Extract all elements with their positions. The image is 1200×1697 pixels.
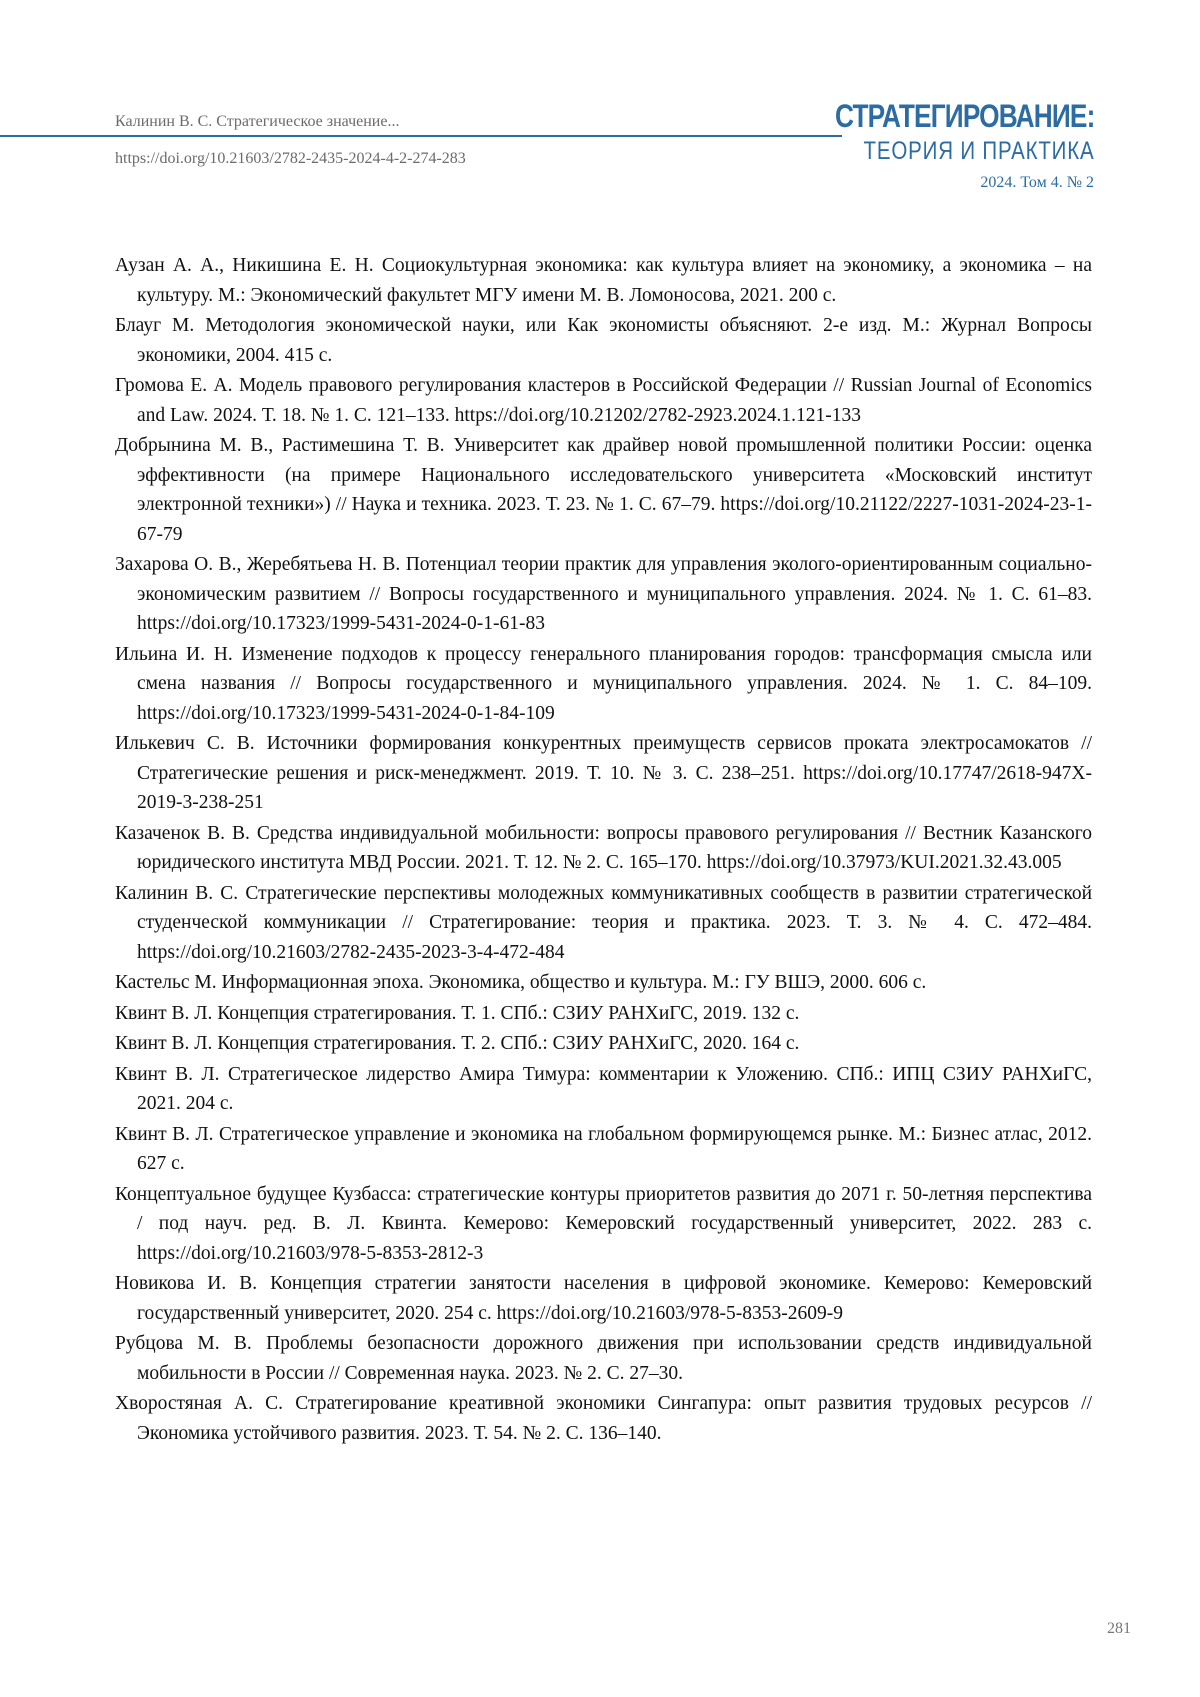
reference-item: Блауг М. Методология экономической науки, или Как экономисты объясняют. 2-е изд. М.: Журнал Вопросы экономики, 2004. 415 с.	[115, 315, 1092, 366]
reference-item: Хворостяная А. С. Стратегирование креативной экономики Сингапура: опыт развития трудовых ресурсов // Экономика устойчивого развития. 2023. Т. 54. № 2. С. 136–140.	[115, 1393, 1092, 1444]
reference-item: Илькевич С. В. Источники формирования конкурентных преимуществ сервисов проката электросамокатов // Стратегические решения и риск-менеджмент. 2019. Т. 10. № 3. С. 238–251. https://doi.org/10.17747/2618-947X-2019-3-238-251	[115, 733, 1092, 813]
reference-list	[115, 251, 1092, 1449]
reference-item: Квинт В. Л. Концепция стратегирования. Т. 1. СПб.: СЗИУ РАНХиГС, 2019. 132 с.	[115, 1002, 800, 1024]
reference-item: Квинт В. Л. Стратегическое управление и экономика на глобальном формирующемся рынке. М.: Бизнес атлас, 2012. 627 с.	[115, 1123, 1092, 1174]
reference-item: Рубцова М. В. Проблемы безопасности дорожного движения при использовании средств индивидуальной мобильности в России // Современная наука. 2023. № 2. С. 27–30.	[115, 1333, 1092, 1384]
header-divider	[0, 135, 842, 137]
reference-item: Захарова О. В., Жеребятьева Н. В. Потенциал теории практик для управления эколого-ориентированным социально-экономическим развитием // Вопросы государственного и муниципального управления. 2024. № 1. С. 61–83. https://doi.org/10.17323/1999-5431-2024-0-1-61-83	[115, 554, 1092, 634]
journal-brand	[778, 100, 1094, 192]
reference-item: Аузан А. А., Никишина Е. Н. Социокультурная экономика: как культура влияет на экономику, а экономика – на культуру. М.: Экономический факультет МГУ имени М. В. Ломоносова, 2021. 200 с.	[115, 255, 1092, 306]
journal-issue: 2024. Том 4. № 2	[980, 174, 1094, 191]
journal-title-line2: ТЕОРИЯ И ПРАКТИКА	[863, 137, 1094, 165]
reference-item: Новикова И. В. Концепция стратегии занятости населения в цифровой экономике. Кемерово: Кемеровский государственный университет, 2020. 254 с. https://doi.org/10.21603/978-5-8353-2609-9	[115, 1273, 1092, 1324]
article-doi[interactable]: https://doi.org/10.21603/2782-2435-2024-4-2-274-283	[115, 150, 466, 167]
reference-item: Концептуальное будущее Кузбасса: стратегические контуры приоритетов развития до 2071 г. 50-летняя перспектива / под науч. ред. В. Л. Квинта. Кемерово: Кемеровский государственный университет, 2022. 283 с. https://doi.org/10.21603/978-5-8353-2812-3	[115, 1183, 1092, 1264]
reference-item: Громова Е. А. Модель правового регулирования кластеров в Российской Федерации // Russian Journal of Economics and Law. 2024. Т. 18. № 1. С. 121–133. https://doi.org/10.21202/2782-2923.2024.1.121-133	[115, 375, 1092, 426]
reference-item: Квинт В. Л. Стратегическое лидерство Амира Тимура: комментарии к Уложению. СПб.: ИПЦ СЗИУ РАНХиГС, 2021. 204 с.	[115, 1063, 1092, 1114]
reference-item: Казаченок В. В. Средства индивидуальной мобильности: вопросы правового регулирования // Вестник Казанского юридического института МВД России. 2021. Т. 12. № 2. С. 165–170. https://doi.org/10.37973/KUI.2021.32.43.005	[115, 822, 1092, 873]
reference-item: Ильина И. Н. Изменение подходов к процессу генерального планирования городов: трансформация смысла или смена названия // Вопросы государственного и муниципального управления. 2024. № 1. С. 84–109. https://doi.org/10.17323/1999-5431-2024-0-1-84-109	[115, 643, 1092, 724]
reference-item: Кастельс М. Информационная эпоха. Экономика, общество и культура. М.: ГУ ВШЭ, 2000. 606 с.	[115, 972, 927, 993]
running-title: Калинин В. С. Стратегическое значение...	[115, 113, 400, 130]
page-number: 281	[1107, 1620, 1131, 1637]
reference-item: Калинин В. С. Стратегические перспективы молодежных коммуникативных сообществ в развитии стратегической студенческой коммуникации // Стратегирование: теория и практика. 2023. Т. 3. № 4. С. 472–484. https://doi.org/10.21603/2782-2435-2023-3-4-472-484	[115, 882, 1092, 963]
reference-item: Добрынина М. В., Растимешина Т. В. Университет как драйвер новой промышленной политики России: оценка эффективности (на примере Национального исследовательского университета «Московский институт электронной техники») // Наука и техника. 2023. Т. 23. № 1. С. 67–79. https://doi.org/10.21122/2227-1031-2024-23-1-67-79	[115, 435, 1092, 545]
reference-item: Квинт В. Л. Концепция стратегирования. Т. 2. СПб.: СЗИУ РАНХиГС, 2020. 164 с.	[115, 1033, 800, 1054]
journal-title-line1: СТРАТЕГИРОВАНИЕ:	[834, 98, 1094, 134]
